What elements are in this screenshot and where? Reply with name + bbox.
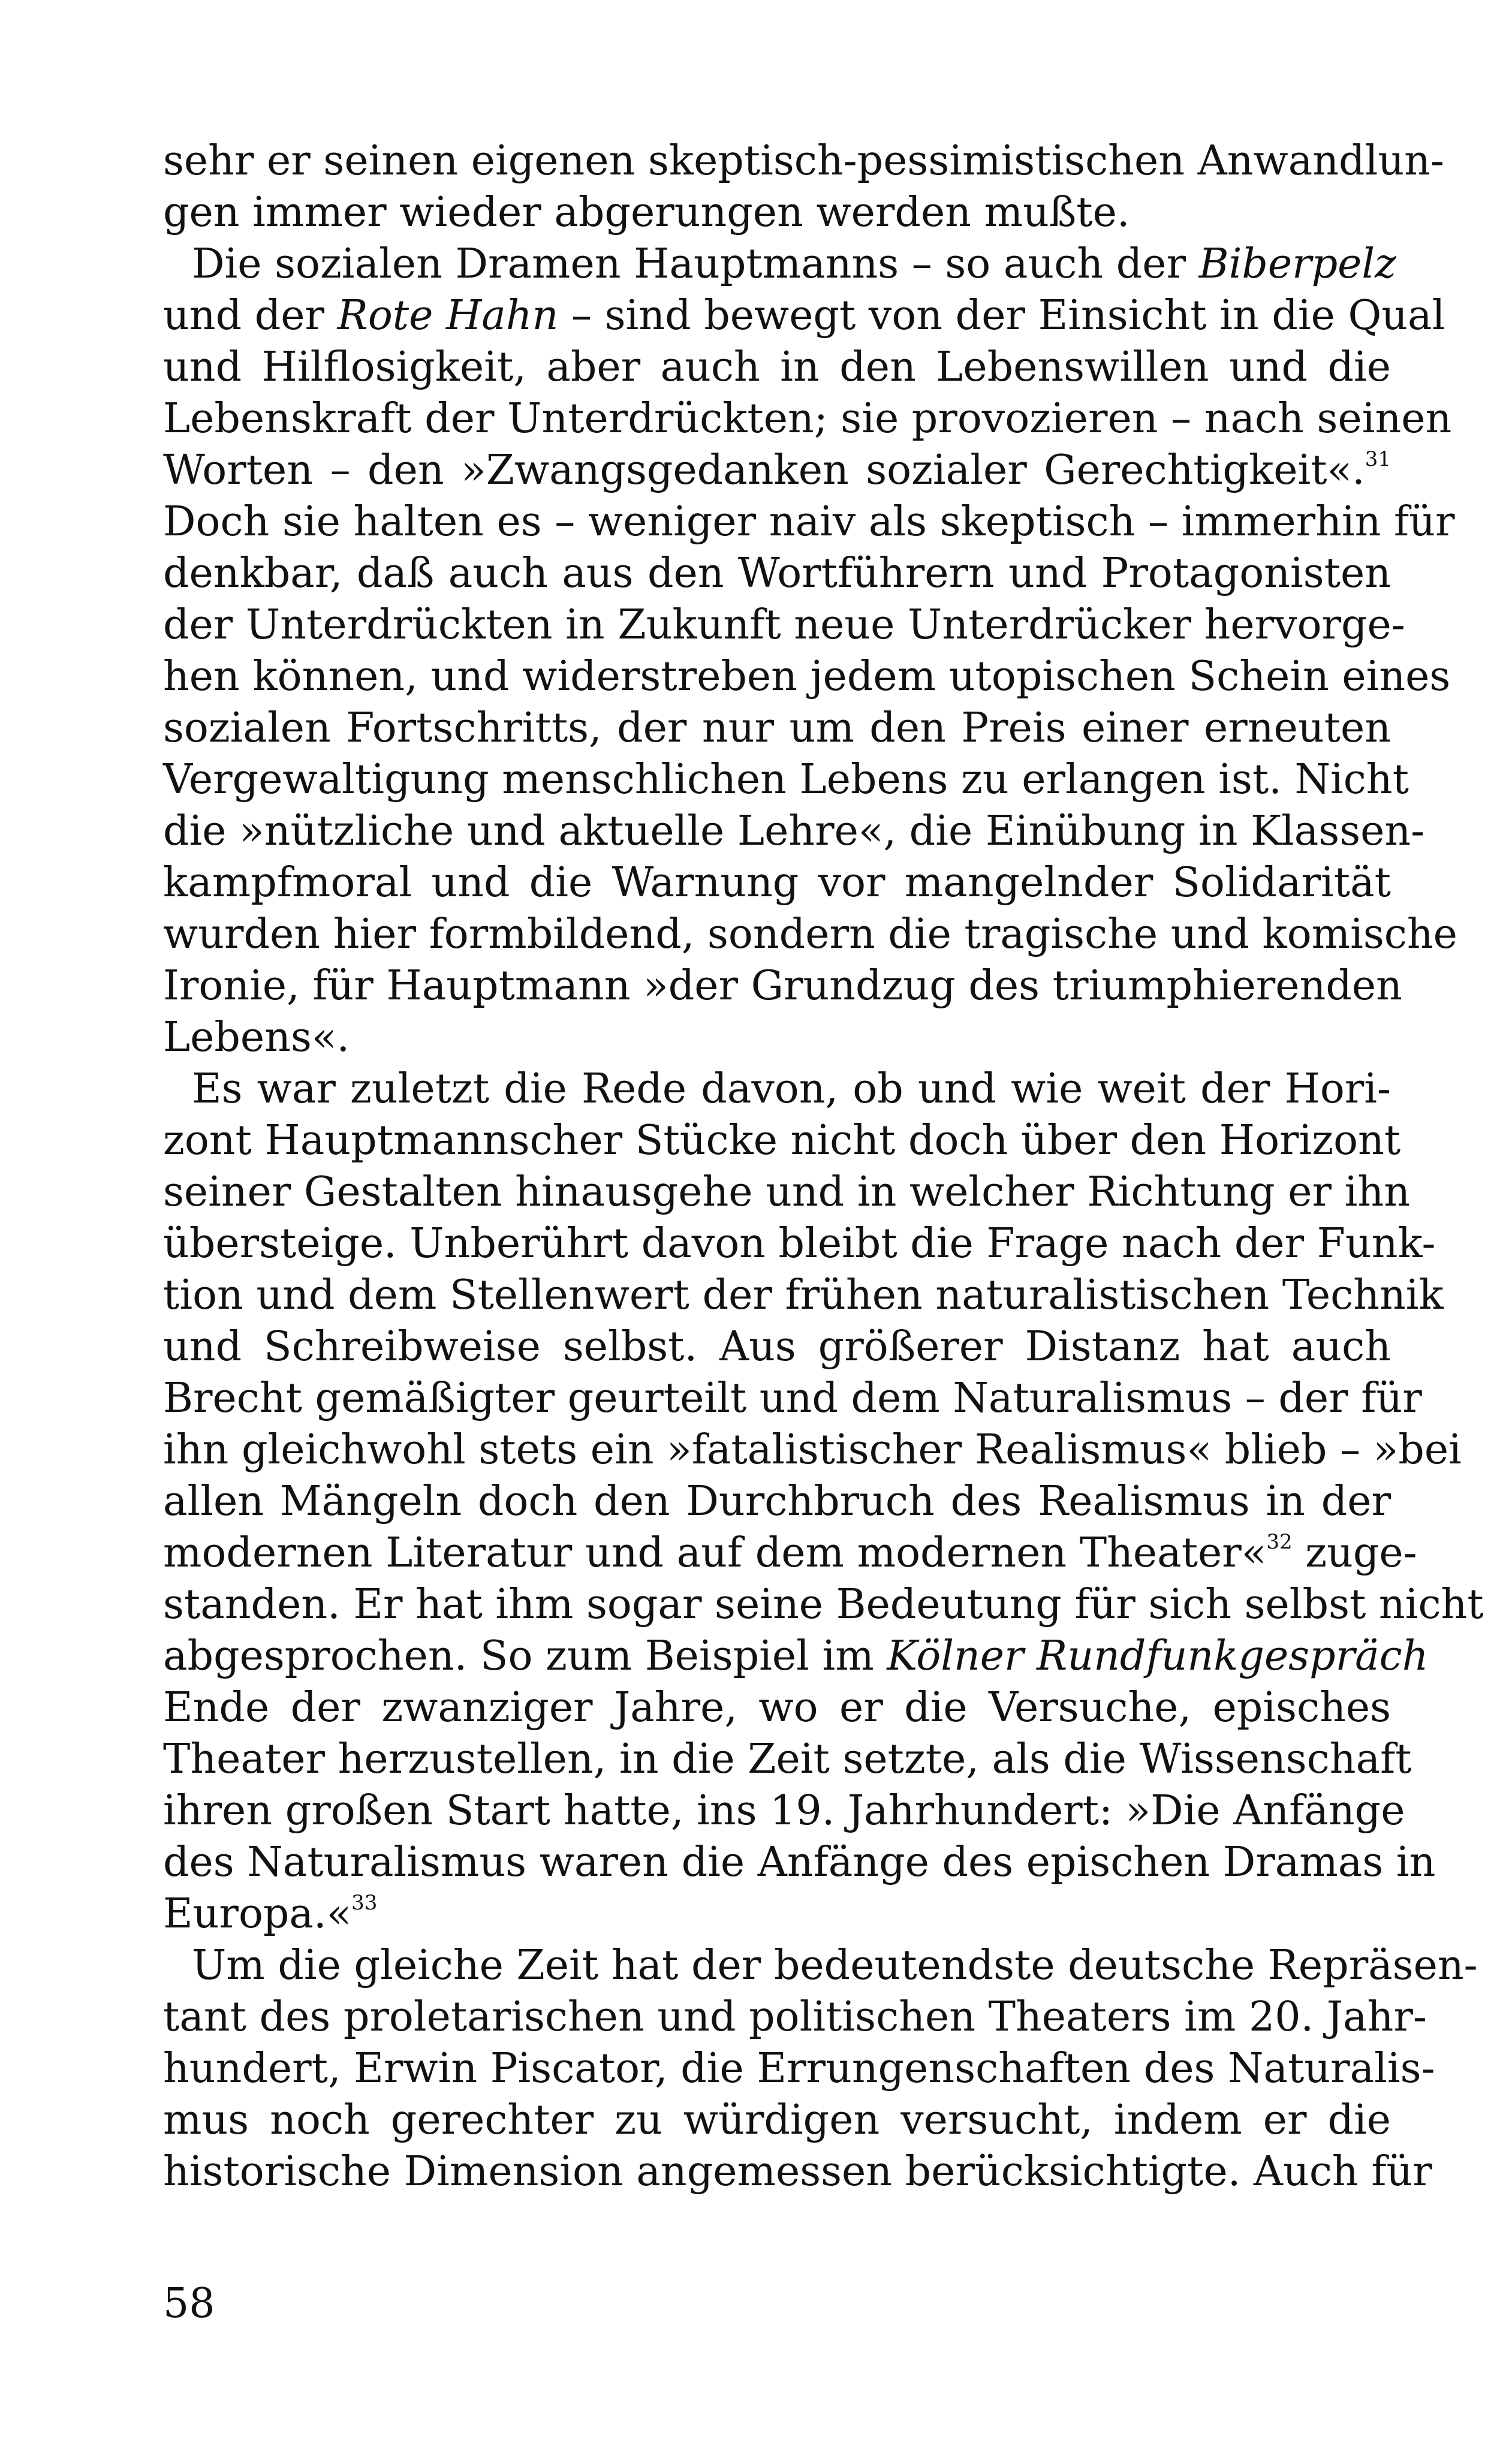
text-segment: sehr er seinen eigenen skeptisch-pessimistischen Anwandlun- bbox=[163, 137, 1444, 185]
text-line bbox=[163, 1115, 1401, 1167]
text-segment: und der bbox=[163, 292, 338, 339]
text-line bbox=[163, 1167, 1411, 1218]
text-line bbox=[163, 290, 1445, 342]
text-segment: allen Mängeln doch den Durchbruch des Realismus in der bbox=[163, 1478, 1391, 1525]
text-segment: Vergewaltigung menschlichen Lebens zu erlangen ist. Nicht bbox=[163, 756, 1409, 803]
text-line bbox=[163, 1631, 1429, 1682]
text-segment: ihn gleichwohl stets ein »fatalistischer Realismus« blieb – »bei bbox=[163, 1426, 1462, 1474]
text-line bbox=[163, 909, 1457, 960]
text-segment: Die sozialen Dramen Hauptmanns – so auch der bbox=[192, 240, 1199, 288]
text-line bbox=[163, 1579, 1484, 1631]
text-segment: übersteige. Unberührt davon bleibt die Frage nach der Funk- bbox=[163, 1220, 1436, 1267]
text-segment: gen immer wieder abgerungen werden mußte. bbox=[163, 189, 1130, 236]
text-segment: – sind bewegt von der Einsicht in die Qual bbox=[558, 292, 1445, 339]
text-segment: Theater herzustellen, in die Zeit setzte, als die Wissenschaft bbox=[163, 1736, 1412, 1783]
text-line bbox=[163, 548, 1391, 600]
body-text bbox=[163, 135, 1484, 2198]
text-segment: modernen Literatur und auf dem modernen Theater« bbox=[163, 1529, 1267, 1577]
text-line bbox=[163, 2146, 1432, 2198]
text-line bbox=[163, 651, 1451, 703]
text-line bbox=[163, 1064, 1391, 1115]
text-segment: Doch sie halten es – weniger naiv als skeptisch – immerhin für bbox=[163, 498, 1455, 546]
text-line bbox=[163, 1321, 1391, 1373]
text-segment: zuge- bbox=[1292, 1529, 1417, 1577]
text-line bbox=[163, 239, 1396, 290]
text-segment: ihren großen Start hatte, ins 19. Jahrhundert: »Die Anfänge bbox=[163, 1787, 1405, 1835]
text-segment: Ironie, für Hauptmann »der Grundzug des triumphierenden bbox=[163, 962, 1402, 1010]
text-segment: Um die gleiche Zeit hat der bedeutendste deutsche Repräsen- bbox=[192, 1942, 1478, 1989]
text-line bbox=[163, 1888, 1391, 1940]
text-line bbox=[163, 1992, 1427, 2043]
text-segment: wurden hier formbildend, sondern die tragische und komische bbox=[163, 911, 1457, 958]
text-segment: tion und dem Stellenwert der frühen naturalistischen Technik bbox=[163, 1272, 1444, 1319]
text-line bbox=[163, 2043, 1435, 2095]
text-segment: historische Dimension angemessen berücksichtigte. Auch für bbox=[163, 2148, 1432, 2195]
text-segment: denkbar, daß auch aus den Wortführern und Protagonisten bbox=[163, 550, 1391, 597]
text-line bbox=[163, 2095, 1391, 2146]
text-line bbox=[163, 600, 1405, 651]
text-line bbox=[163, 806, 1425, 857]
italic-title: Rote Hahn bbox=[337, 292, 559, 339]
text-segment: seiner Gestalten hinausgehe und in welcher Richtung er ihn bbox=[163, 1168, 1411, 1216]
text-line bbox=[163, 496, 1455, 548]
text-line bbox=[163, 1734, 1412, 1785]
text-segment: des Naturalismus waren die Anfänge des epischen Dramas in bbox=[163, 1839, 1436, 1886]
footnote-ref: 32 bbox=[1266, 1530, 1293, 1554]
text-line bbox=[163, 1270, 1444, 1321]
text-segment: Lebenskraft der Unterdrückten; sie provozieren – nach seinen bbox=[163, 395, 1452, 442]
text-line bbox=[163, 1785, 1405, 1837]
italic-title: Kölner Rundfunkgespräch bbox=[887, 1632, 1429, 1680]
text-line bbox=[163, 960, 1402, 1012]
text-line bbox=[163, 857, 1391, 909]
text-line bbox=[163, 1476, 1391, 1528]
footnote-ref: 31 bbox=[1365, 447, 1391, 471]
text-line bbox=[163, 1012, 1391, 1064]
text-segment: sozialen Fortschritts, der nur um den Preis einer erneuten bbox=[163, 704, 1391, 752]
text-segment: Worten – den »Zwangsgedanken sozialer Gerechtigkeit«. bbox=[163, 447, 1365, 494]
text-segment: mus noch gerechter zu würdigen versucht, indem er die bbox=[163, 2096, 1391, 2144]
text-segment: Ende der zwanziger Jahre, wo er die Versuche, episches bbox=[163, 1684, 1391, 1731]
text-segment: und Schreibweise selbst. Aus größerer Distanz hat auch bbox=[163, 1323, 1391, 1370]
text-segment: Lebens«. bbox=[163, 1014, 350, 1061]
text-segment: hen können, und widerstreben jedem utopischen Schein eines bbox=[163, 653, 1451, 700]
text-line bbox=[163, 187, 1391, 239]
text-segment: Europa.« bbox=[163, 1890, 352, 1938]
text-line bbox=[163, 1528, 1417, 1579]
text-line bbox=[163, 1424, 1462, 1476]
text-segment: zont Hauptmannscher Stücke nicht doch über den Horizont bbox=[163, 1117, 1401, 1164]
text-segment: Es war zuletzt die Rede davon, ob und wie weit der Hori- bbox=[192, 1065, 1391, 1113]
text-line bbox=[163, 393, 1452, 445]
text-segment: kampfmoral und die Warnung vor mangelnder Solidarität bbox=[163, 859, 1391, 906]
text-segment: abgesprochen. So zum Beispiel im bbox=[163, 1632, 887, 1680]
italic-title: Biberpelz bbox=[1198, 240, 1396, 288]
text-line bbox=[163, 445, 1391, 496]
text-segment: hundert, Erwin Piscator, die Errungenschaften des Naturalis- bbox=[163, 2045, 1435, 2092]
text-line bbox=[163, 1940, 1478, 1992]
footnote-ref: 33 bbox=[351, 1891, 378, 1915]
text-line bbox=[163, 342, 1391, 393]
text-line bbox=[163, 703, 1391, 754]
text-segment: und Hilflosigkeit, aber auch in den Lebenswillen und die bbox=[163, 344, 1391, 391]
text-segment: tant des proletarischen und politischen Theaters im 20. Jahr- bbox=[163, 1993, 1427, 2041]
text-line bbox=[163, 1682, 1391, 1734]
text-line bbox=[163, 135, 1444, 187]
page-number: 58 bbox=[163, 2280, 215, 2327]
text-line bbox=[163, 754, 1409, 806]
text-line bbox=[163, 1218, 1436, 1270]
text-segment: der Unterdrückten in Zukunft neue Unterdrücker hervorge- bbox=[163, 601, 1405, 649]
text-segment: Brecht gemäßigter geurteilt und dem Naturalismus – der für bbox=[163, 1375, 1422, 1422]
text-segment: standen. Er hat ihm sogar seine Bedeutung für sich selbst nicht bbox=[163, 1581, 1484, 1628]
text-line bbox=[163, 1373, 1422, 1424]
text-segment: die »nützliche und aktuelle Lehre«, die Einübung in Klassen- bbox=[163, 808, 1425, 855]
text-line bbox=[163, 1837, 1436, 1888]
